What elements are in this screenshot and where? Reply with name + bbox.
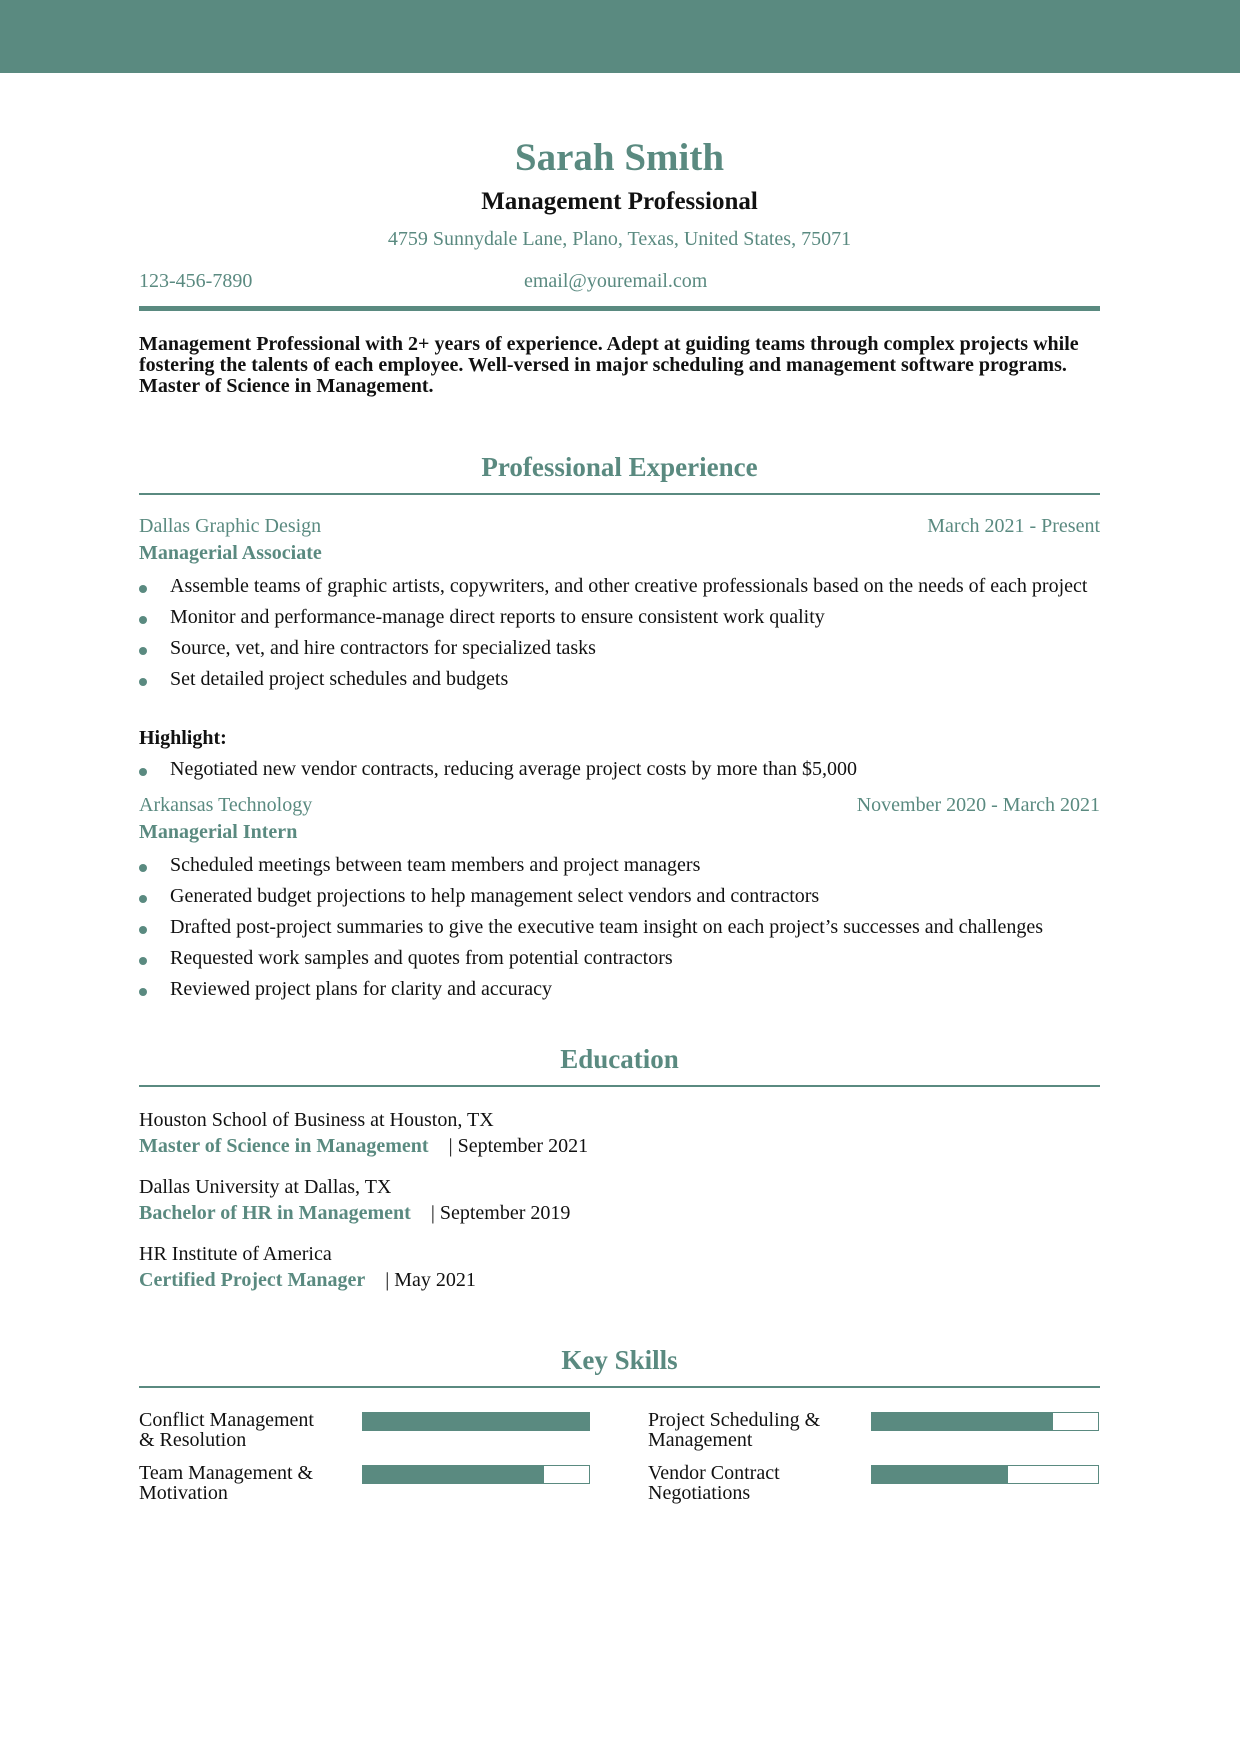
list-item: [139, 943, 1100, 974]
education-school: Houston School of Business at Houston, TX: [139, 1109, 494, 1131]
bullet-dot-icon: [139, 988, 147, 996]
education-credential: [139, 1200, 1100, 1227]
bullet-dot-icon: [139, 957, 147, 965]
phone-number: 123-456-7890: [139, 270, 253, 292]
job-company: Arkansas Technology: [139, 794, 313, 816]
education-divider: [139, 1085, 1100, 1087]
skill-item: [139, 1463, 599, 1515]
candidate-name: Sarah Smith: [514, 136, 725, 179]
profile-summary: Management Professional with 2+ years of experience. Adept at guiding teams through complex projects while fostering the talents of each employee. Well-versed in major scheduling and management software programs. Master of Science in Management.: [139, 333, 1079, 397]
bullet-text: Reviewed project plans for clarity and accuracy: [170, 978, 553, 1000]
job-role: Managerial Intern: [139, 821, 298, 843]
bullet-text: Scheduled meetings between team members and project managers: [170, 854, 701, 876]
job-dates: November 2020 - March 2021: [856, 794, 1100, 816]
education-credential: [139, 1267, 1100, 1294]
job-header: [139, 515, 1100, 540]
skill-label-line: Project Scheduling &: [648, 1409, 821, 1431]
bullet-dot-icon: [139, 926, 147, 934]
education-date: | September 2019: [430, 1202, 571, 1224]
list-item: [139, 754, 1100, 785]
bullet-dot-icon: [139, 768, 147, 776]
skill-level-fill: [363, 1466, 544, 1483]
skill-label-line: Motivation: [139, 1482, 228, 1504]
job-dates: March 2021 - Present: [927, 515, 1100, 537]
education-degree: Bachelor of HR in Management: [139, 1202, 411, 1224]
skill-level-bar: [871, 1465, 1099, 1484]
education-entry: [139, 1241, 1100, 1294]
job-header: [139, 794, 1100, 819]
skills-grid: [139, 1410, 1100, 1520]
bullet-dot-icon: [139, 585, 147, 593]
bullet-text: Drafted post-project summaries to give the executive team insight on each project’s successes and challenges: [170, 916, 1044, 938]
skill-label-line: Negotiations: [648, 1482, 751, 1504]
skill-label-line: & Resolution: [139, 1429, 247, 1451]
education-degree: Certified Project Manager: [139, 1269, 366, 1291]
job-bullets: [139, 850, 1100, 1005]
job-role: Managerial Associate: [139, 542, 322, 564]
skill-label-line: Conflict Management: [139, 1409, 314, 1431]
bullet-dot-icon: [139, 864, 147, 872]
header-divider: [139, 306, 1100, 311]
education-degree: Master of Science in Management: [139, 1135, 429, 1157]
highlight-bullets: [139, 754, 1100, 785]
job-company: Dallas Graphic Design: [139, 515, 322, 537]
list-item: [139, 881, 1100, 912]
bullet-text: Set detailed project schedules and budgets: [170, 668, 509, 690]
list-item: [139, 602, 1100, 633]
email-address: email@youremail.com: [524, 270, 708, 292]
list-item: [139, 912, 1100, 943]
candidate-address: 4759 Sunnydale Lane, Plano, Texas, United States, 75071: [387, 228, 852, 250]
skill-label: [648, 1410, 848, 1450]
bullet-text: Negotiated new vendor contracts, reducing average project costs by more than $5,000: [170, 758, 857, 780]
skill-level-bar: [362, 1412, 590, 1431]
bullet-dot-icon: [139, 647, 147, 655]
education-date: | May 2021: [385, 1269, 476, 1291]
list-item: [139, 633, 1100, 664]
skill-label: [139, 1410, 339, 1450]
skill-level-bar: [871, 1412, 1099, 1431]
experience-heading: Professional Experience: [481, 452, 758, 482]
job-entry: [139, 794, 1100, 1005]
skill-label-line: Team Management &: [139, 1462, 314, 1484]
skill-item: [139, 1410, 599, 1462]
skill-label: [648, 1463, 848, 1503]
skill-label: [139, 1463, 339, 1503]
list-item: [139, 571, 1100, 602]
list-item: [139, 974, 1100, 1005]
skill-label-line: Management: [648, 1429, 753, 1451]
list-item: [139, 664, 1100, 695]
education-entry: [139, 1174, 1100, 1227]
skill-level-bar: [362, 1465, 590, 1484]
education-entry: [139, 1107, 1100, 1160]
skill-item: [648, 1463, 1108, 1515]
list-item: [139, 850, 1100, 881]
skill-level-fill: [363, 1413, 589, 1430]
education-date: | September 2021: [448, 1135, 589, 1157]
bullet-dot-icon: [139, 616, 147, 624]
education-credential: [139, 1133, 1100, 1160]
skills-divider: [139, 1386, 1100, 1388]
bullet-text: Requested work samples and quotes from potential contractors: [170, 947, 673, 969]
education-heading: Education: [560, 1044, 679, 1074]
skill-item: [648, 1410, 1108, 1462]
candidate-title: Management Professional: [481, 188, 758, 215]
bullet-dot-icon: [139, 895, 147, 903]
experience-divider: [139, 493, 1100, 495]
job-bullets: [139, 571, 1100, 695]
skill-level-fill: [872, 1413, 1053, 1430]
bullet-text: Source, vet, and hire contractors for specialized tasks: [170, 637, 596, 659]
education-school: HR Institute of America: [139, 1243, 332, 1265]
skill-label-line: Vendor Contract: [648, 1462, 780, 1484]
bullet-text: Assemble teams of graphic artists, copywriters, and other creative professionals based on the needs of each project: [170, 575, 1088, 597]
bullet-text: Generated budget projections to help management select vendors and contractors: [170, 885, 820, 907]
skills-heading: Key Skills: [561, 1345, 678, 1375]
bullet-dot-icon: [139, 678, 147, 686]
skill-level-fill: [872, 1466, 1008, 1483]
top-color-band: [0, 0, 1240, 73]
resume-page: [139, 73, 1100, 1520]
education-school: Dallas University at Dallas, TX: [139, 1176, 392, 1198]
highlight-label: Highlight:: [139, 727, 227, 749]
bullet-text: Monitor and performance-manage direct reports to ensure consistent work quality: [170, 606, 825, 628]
job-entry: [139, 515, 1100, 785]
contact-row: [139, 270, 1100, 298]
